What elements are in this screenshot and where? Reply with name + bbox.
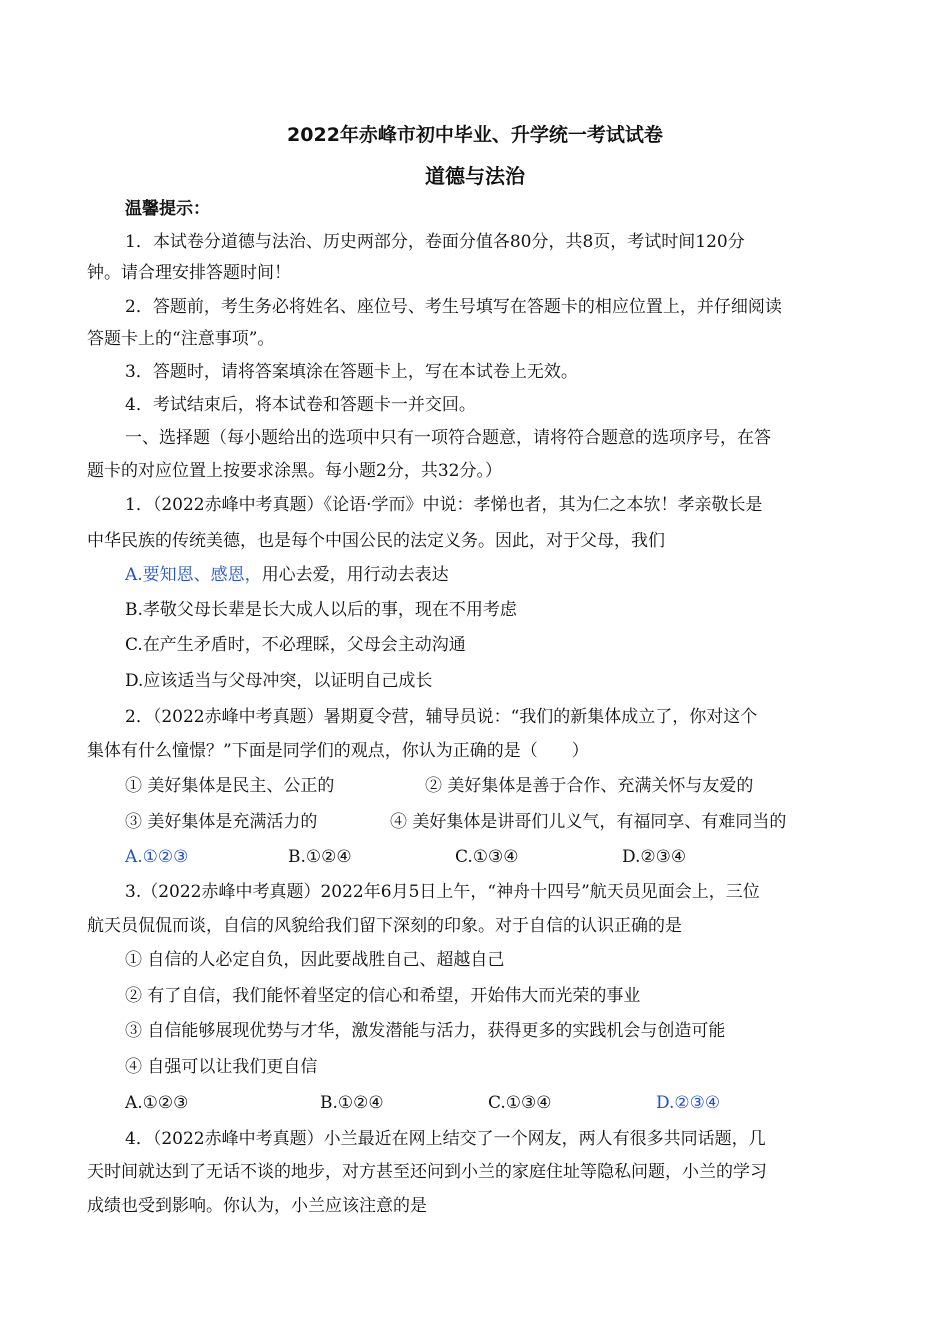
question-2-stem-cont: 集体有什么憧憬？”下面是同学们的观点，你认为正确的是（ ） (87, 741, 589, 761)
notice-item-2: 2．答题前，考生务必将姓名、座位号、考生号填写在答题卡的相应位置上，并仔细阅读 (125, 297, 782, 317)
question-2-statement-1: ① 美好集体是民主、公正的 (125, 776, 335, 796)
question-4-stem-cont-1: 天时间就达到了无话不谈的地步，对方甚至还问到小兰的家庭住址等隐私问题，小兰的学习 (87, 1162, 767, 1182)
question-4-stem: 4．（2022赤峰中考真题）小兰最近在网上结交了一个网友，两人有很多共同话题，几 (125, 1129, 766, 1149)
section-instruction: 一、选择题（每小题给出的选项中只有一项符合题意，请将符合题意的选项序号，在答 (125, 428, 771, 448)
question-3-option-b: B.①②④ (320, 1093, 384, 1113)
question-2-option-c: C.①③④ (455, 847, 519, 867)
question-2-statement-4: ④ 美好集体是讲哥们儿义气，有福同享、有难同当的 (390, 812, 787, 832)
question-2-option-a: A.①②③ (125, 847, 189, 867)
option-a-highlight: A.要知恩、感恩， (125, 565, 262, 585)
section-instruction-cont: 题卡的对应位置上按要求涂黑。每小题2分，共32分。） (87, 461, 502, 481)
question-1-option-c: C.在产生矛盾时，不必理睬，父母会主动沟通 (125, 635, 466, 655)
question-3-statement-2: ② 有了自信，我们能怀着坚定的信心和希望，开始伟大而光荣的事业 (125, 986, 641, 1006)
notice-item-4: 4．考试结束后，将本试卷和答题卡一并交回。 (125, 395, 476, 415)
question-4-stem-cont-2: 成绩也受到影响。你认为，小兰应该注意的是 (87, 1196, 427, 1216)
question-1-option-d: D.应该适当与父母冲突，以证明自己成长 (125, 671, 433, 691)
question-2-statement-2: ② 美好集体是善于合作、充满关怀与友爱的 (425, 776, 754, 796)
notice-heading: 温馨提示： (125, 199, 210, 219)
question-3-statement-4: ④ 自强可以让我们更自信 (125, 1057, 318, 1077)
notice-item-1-cont: 钟。请合理安排答题时间！ (87, 263, 291, 283)
question-3-option-d: D.②③④ (656, 1093, 721, 1113)
question-3-stem: 3.（2022赤峰中考真题）2022年6月5日上午，“神舟十四号”航天员见面会上，三位 (125, 882, 760, 902)
question-1-option-a (125, 564, 449, 586)
question-3-statement-1: ① 自信的人必定自负，因此要战胜自己、超越自己 (125, 950, 505, 970)
question-2-statement-3: ③ 美好集体是充满活力的 (125, 812, 318, 832)
question-3-stem-cont: 航天员侃侃而谈，自信的风貌给我们留下深刻的印象。对于自信的认识正确的是 (87, 916, 682, 936)
notice-item-1: 1．本试卷分道德与法治、历史两部分，卷面分值各80分，共8页，考试时间120分 (125, 232, 745, 252)
question-2-option-d: D.②③④ (622, 847, 687, 867)
question-1-option-b: B.孝敬父母长辈是长大成人以后的事，现在不用考虑 (125, 600, 517, 620)
question-3-option-a: A.①②③ (125, 1093, 189, 1113)
question-3-statement-3: ③ 自信能够展现优势与才华，激发潜能与活力，获得更多的实践机会与创造可能 (125, 1021, 726, 1041)
question-2-option-b: B.①②④ (288, 847, 352, 867)
notice-item-3: 3．答题时，请将答案填涂在答题卡上，写在本试卷上无效。 (125, 362, 578, 382)
exam-subject: 道德与法治 (425, 164, 525, 188)
question-1-stem: 1．（2022赤峰中考真题）《论语·学而》中说：孝悌也者，其为仁之本欤！孝亲敬长是 (125, 495, 763, 515)
question-2-stem: 2．（2022赤峰中考真题）暑期夏令营，辅导员说：“我们的新集体成立了，你对这个 (125, 707, 758, 727)
question-3-option-c: C.①③④ (488, 1093, 552, 1113)
question-1-stem-cont: 中华民族的传统美德，也是每个中国公民的法定义务。因此，对于父母，我们 (87, 531, 665, 551)
option-a-text: 用心去爱，用行动去表达 (261, 565, 449, 585)
exam-title: 2022年赤峰市初中毕业、升学统一考试试卷 (287, 124, 663, 146)
notice-item-2-cont: 答题卡上的“注意事项”。 (87, 329, 275, 349)
